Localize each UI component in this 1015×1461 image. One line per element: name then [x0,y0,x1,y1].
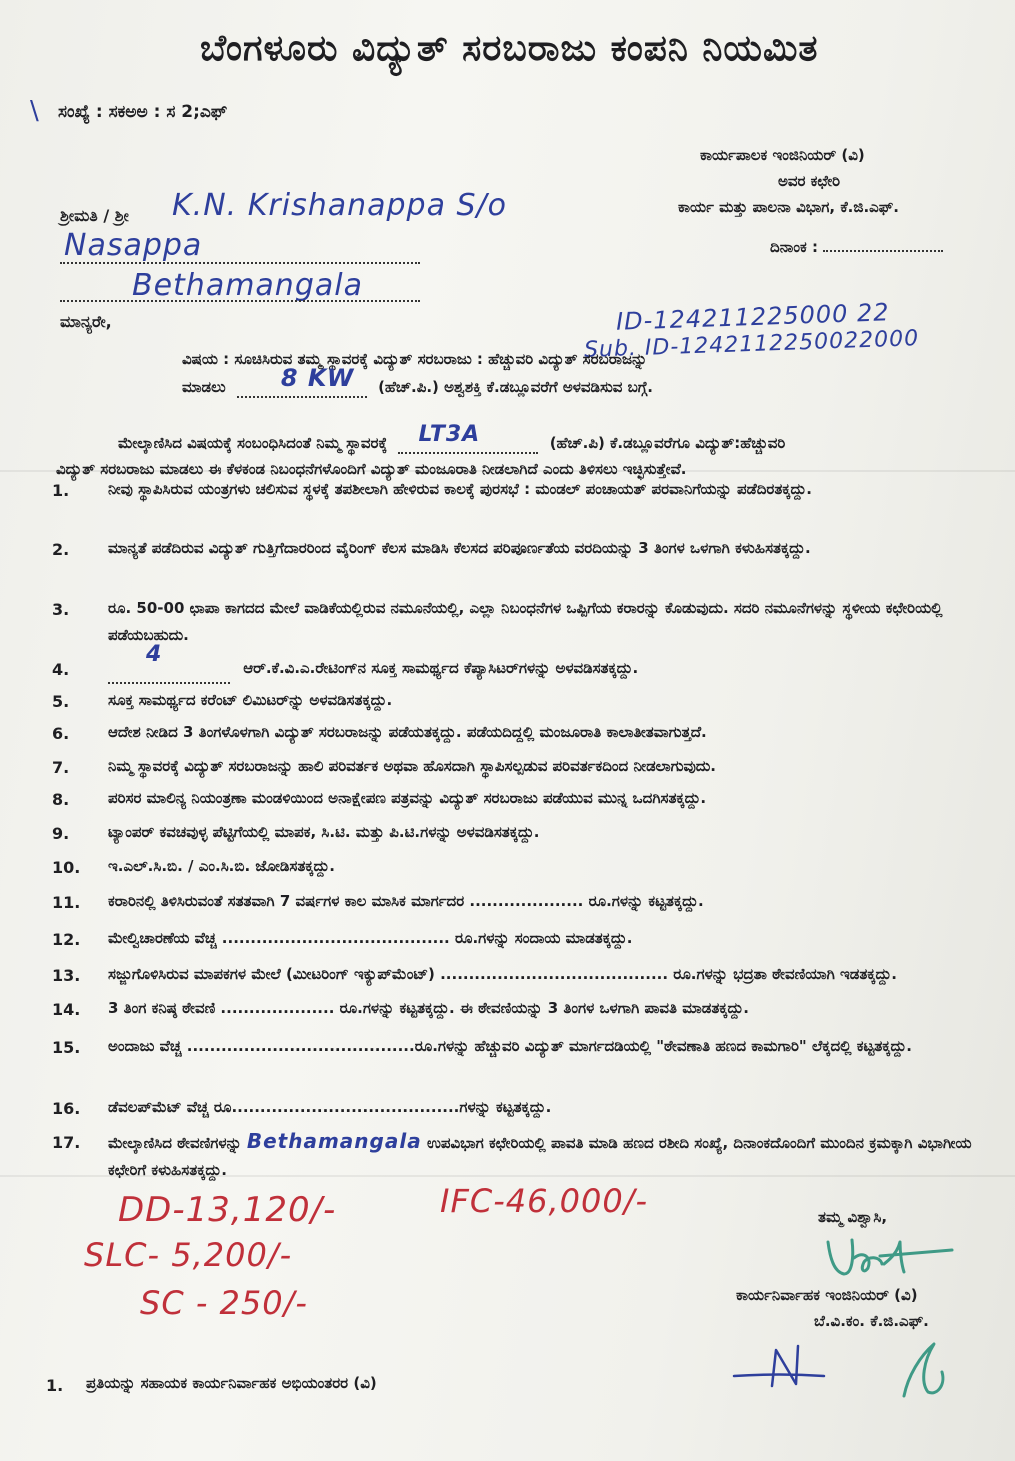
addressee-name: K.N. Krishanappa S/o [172,188,507,223]
charge-slc: SLC- 5,200/- [84,1236,293,1274]
copy-text: ಪ್ರತಿಯನ್ನು ಸಹಾಯಕ ಕಾರ್ಯನಿರ್ವಾಹಕ ಅಭಿಯಂತರರ (ವಿ) [86,1374,377,1392]
intro-line-2: ವಿದ್ಯುತ್ ಸರಬರಾಜು ಮಾಡಲು ಈ ಕೆಳಕಂಡ ನಿಬಂಧನೆಗಳೊಂದಿಗೆ ವಿದ್ಯುತ್ ಮಂಜೂರಾತಿ ನೀಡಲಾಗಿದೆ ಎಂದು ತಿಳಿಸಲು ಇಚ್ಛಿಸುತ್ತೇವೆ. [56,460,687,478]
subject-prefix: ಮಾಡಲು [182,378,226,396]
address-line-2 [60,300,420,302]
charge-ifc: IFC-46,000/- [440,1182,649,1220]
date-label: ದಿನಾಂಕ : [770,238,818,256]
condition-number: 1. [52,481,70,500]
intro-line-1 [118,422,786,454]
condition-text: ಮೇಲ್ವಿಚಾರಣೆಯ ವೆಚ್ಚ ........................................ ರೂ.ಗಳನ್ನು ಸಂದಾಯ ಮಾಡತಕ್ಕದ್ದು. [108,929,633,947]
tick-mark: \ [30,96,39,126]
copy-number: 1. [46,1376,64,1395]
address-line-1 [60,262,420,264]
addressee-parent: Nasappa [64,228,203,263]
subject-line-1: ವಿಷಯ : ಸೂಚಿಸಿರುವ ತಮ್ಮ ಸ್ಥಾವರಕ್ಕೆ ವಿದ್ಯುತ್ ಸರಬರಾಜು : ಹೆಚ್ಚುವರಿ ವಿದ್ಯುತ್ ಸರಬರಾಜನ್ನು [182,350,648,368]
intro-part-2: (ಹೆಚ್.ಪಿ) ಕೆ.ಡಬ್ಲೂವರೆಗೂ ವಿದ್ಯುತ್:ಹೆಚ್ಚುವರಿ [549,434,786,452]
condition-number: 11. [52,893,81,912]
signature-initials [724,1336,964,1406]
condition-number: 9. [52,824,70,843]
condition-text-body: ಉಪವಿಭಾಗ ಕಛೇರಿಯಲ್ಲಿ ಪಾವತಿ ಮಾಡಿ ಹಣದ ರಶೀದಿ ಸಂಖ್ಯೆ, ದಿನಾಂಕದೊಂದಿಗೆ ಮುಂದಿನ ಕ್ರಮಕ್ಕಾಗಿ ವಿಭಾಗೀಯ ಕಛೇರಿಗೆ ಕಳುಹಿಸತಕ್ಕದ್ದು. [108,1134,972,1179]
condition-text-body: ಆರ್.ಕೆ.ವಿ.ಎ.ರೇಟಿಂಗ್‌ನ ಸೂಕ್ತ ಸಾಮರ್ಥ್ಯದ ಕೆಪ್ಯಾಸಿಟರ್‌ಗಳನ್ನು ಅಳವಡಿಸತಕ್ಕದ್ದು. [243,659,639,677]
yours-faithfully: ತಮ್ಮ ವಿಶ್ವಾಸಿ, [818,1208,888,1226]
date-field [770,238,943,256]
office-line-2: ಅವರ ಕಛೇರಿ [778,172,841,190]
tariff-value: LT3A [418,422,481,447]
condition-number: 15. [52,1038,81,1057]
condition-text: ಅಂದಾಜು ವೆಚ್ಚ ........................................ರೂ.ಗಳನ್ನು ಹೆಚ್ಚುವರಿ ವಿದ್ಯುತ್ ಮಾರ್ಗದಡಿಯಲ್ಲಿ "ಠೇವಣಾತಿ ಹಣದ ಕಾಮಗಾರಿ" ಲೆಕ್ಕದಲ್ಲಿ ಕಟ್ಟತಕ್ಕದ್ದು. [108,1037,912,1055]
condition-text-prefix: ಮೇಲ್ಕಾಣಿಸಿದ ಠೇವಣಿಗಳನ್ನು [108,1134,242,1152]
condition-text: ಪರಿಸರ ಮಾಲಿನ್ಯ ನಿಯಂತ್ರಣಾ ಮಂಡಳಿಯಿಂದ ಅನಾಕ್ಷೇಪಣ ಪತ್ರವನ್ನು ವಿದ್ಯುತ್ ಸರಬರಾಜು ಪಡೆಯುವ ಮುನ್ನ ಒದಗಿಸತಕ್ಕದ್ದು. [108,789,707,807]
condition-text [108,642,998,684]
condition-text [108,1128,998,1184]
condition-text: 3 ತಿಂಗ ಕನಿಷ್ಠ ಠೇವಣಿ .................... ರೂ.ಗಳನ್ನು ಕಟ್ಟತಕ್ಕದ್ದು. ಈ ಠೇವಣಿಯನ್ನು 3 ತಿಂಗಳ ಒಳಗಾಗಿ ಪಾವತಿ ಮಾಡತಕ್ಕದ್ದು. [108,999,749,1017]
capacitor-field [108,642,230,684]
condition-text: ಕರಾರಿನಲ್ಲಿ ತಿಳಿಸಿರುವಂತೆ ಸತತವಾಗಿ 7 ವರ್ಷಗಳ ಕಾಲ ಮಾಸಿಕ ಮಾರ್ಗದರ .................... ರೂ.ಗಳನ್ನು ಕಟ್ಟತಕ್ಕದ್ದು. [108,892,704,910]
condition-text: ನಿಮ್ಮ ಸ್ಥಾವರಕ್ಕೆ ವಿದ್ಯುತ್ ಸರಬರಾಜನ್ನು ಹಾಲಿ ಪರಿವರ್ತಕ ಅಥವಾ ಹೊಸದಾಗಿ ಸ್ಥಾಪಿಸಲ್ಪಡುವ ಪರಿವರ್ತಕದಿಂದ ನೀಡಲಾಗುವುದು. [108,757,716,775]
condition-text: ನೀವು ಸ್ಥಾಪಿಸಿರುವ ಯಂತ್ರಗಳು ಚಲಿಸುವ ಸ್ಥಳಕ್ಕೆ ತಪಶೀಲಾಗಿ ಹೇಳಿರುವ ಕಾಲಕ್ಕೆ ಪುರಸಭೆ : ಮಂಡಲ್ ಪಂಚಾಯತ್ ಪರವಾನಿಗೆಯನ್ನು ಪಡೆದಿರತಕ್ಕದ್ದು. [108,480,813,498]
consumer-id: ID-124211225000 22 [615,298,891,336]
signature-main [820,1228,960,1288]
charge-sc: SC - 250/- [140,1284,308,1322]
condition-number: 13. [52,966,81,985]
condition-text: ಸಜ್ಜುಗೊಳಿಸಿರುವ ಮಾಪಕಗಳ ಮೇಲೆ (ಮೀಟರಿಂಗ್ ಇಕ್ಯುಪ್‌ಮೆಂಟ್) ........................................ ರೂ.ಗಳನ್ನು ಭದ್ರತಾ ಠೇವಣಿಯಾಗಿ ಇಡತಕ್ಕದ್ದು. [108,965,897,983]
condition-number: 10. [52,858,81,877]
reference-number: ಸಂಖ್ಯೆ : ಸಕಅಅ : ಸ 2;ಎಫ್ [58,102,228,122]
addressee-place: Bethamangala [132,268,363,303]
condition-number: 7. [52,758,70,777]
condition-text: ಆದೇಶ ನೀಡಿದ 3 ತಿಂಗಳೊಳಗಾಗಿ ವಿದ್ಯುತ್ ಸರಬರಾಜನ್ನು ಪಡೆಯತಕ್ಕದ್ದು. ಪಡೆಯದಿದ್ದಲ್ಲಿ ಮಂಜೂರಾತಿ ಕಾಲಾತೀತವಾಗುತ್ತದೆ. [108,723,707,741]
sub-id: Sub. ID-1242112250022000 [583,326,920,363]
date-blank [823,250,943,252]
condition-number: 2. [52,540,70,559]
condition-text: ರೂ. 50-00 ಛಾಪಾ ಕಾಗದದ ಮೇಲೆ ವಾಡಿಕೆಯಲ್ಲಿರುವ ನಮೂನೆಯಲ್ಲಿ, ಎಲ್ಲಾ ನಿಬಂಧನೆಗಳ ಒಪ್ಪಿಗೆಯ ಕರಾರನ್ನು ಕೊಡುವುದು. ಸದರಿ ನಮೂನೆಗಳನ್ನು ಸ್ಥಳೀಯ ಕಛೇರಿಯಲ್ಲಿ ಪಡೆಯಬಹುದು. [108,599,943,644]
condition-text: ಸೂಕ್ತ ಸಾಮರ್ಥ್ಯದ ಕರೆಂಟ್ ಲಿಮಿಟರ್‌ನ್ನು ಅಳವಡಿಸತಕ್ಕದ್ದು. [108,691,393,709]
company-title: ಬೆಂಗಳೂರು ವಿದ್ಯುತ್ ಸರಬರಾಜು ಕಂಪನಿ ನಿಯಮಿತ [200,28,819,69]
condition-number: 16. [52,1099,81,1118]
condition-number: 5. [52,692,70,711]
load-field [237,364,367,398]
subdivision-value: Bethamangala [246,1129,422,1153]
salutation-prefix: ಶ್ರೀಮತಿ / ಶ್ರೀ [60,206,129,225]
load-value: 8 KW [280,364,355,392]
subject-suffix: (ಹೆಚ್.ಪಿ.) ಅಶ್ವಶಕ್ತಿ ಕೆ.ಡಬ್ಲೂವರೆಗೆ ಅಳವಡಿಸುವ ಬಗ್ಗೆ. [378,378,653,396]
capacitor-value: 4 [146,642,163,667]
office-line-3: ಕಾರ್ಯ ಮತ್ತು ಪಾಲನಾ ವಿಭಾಗ, ಕೆ.ಜಿ.ಎಫ್. [678,198,899,216]
condition-number: 12. [52,930,81,949]
condition-number: 17. [52,1133,81,1152]
condition-number: 6. [52,724,70,743]
condition-number: 8. [52,790,70,809]
condition-text: ಟ್ಯಾಂಪರ್ ಕವಚವುಳ್ಳ ಪೆಟ್ಟಿಗೆಯಲ್ಲಿ ಮಾಪಕ, ಸಿ.ಟಿ. ಮತ್ತು ಪಿ.ಟಿ.ಗಳನ್ನು ಅಳವಡಿಸತಕ್ಕದ್ದು. [108,823,540,841]
condition-text: ಇ.ಎಲ್.ಸಿ.ಬಿ. / ಎಂ.ಸಿ.ಬಿ. ಜೋಡಿಸತಕ್ಕದ್ದು. [108,857,335,875]
condition-number: 14. [52,1000,81,1019]
condition-number: 3. [52,600,70,619]
tariff-field [398,422,538,454]
charge-dd: DD-13,120/- [118,1190,337,1230]
condition-text: ಡೆವಲಪ್‌ಮೆಟ್ ವೆಚ್ಚ ರೂ........................................ಗಳನ್ನು ಕಟ್ಟತಕ್ಕದ್ದು. [108,1098,552,1116]
office-line-1: ಕಾರ್ಯಪಾಲಕ ಇಂಜಿನಿಯರ್ (ವಿ) [700,146,865,164]
subject-line-2 [182,364,653,398]
designation-line-1: ಕಾರ್ಯನಿರ್ವಾಹಕ ಇಂಜಿನಿಯರ್ (ವಿ) [736,1286,918,1304]
intro-part-1: ಮೇಲ್ಕಾಣಿಸಿದ ವಿಷಯಕ್ಕೆ ಸಂಬಂಧಿಸಿದಂತೆ ನಿಮ್ಮ ಸ್ಥಾವರಕ್ಕೆ [118,434,388,452]
designation-line-2: ಬೆ.ವಿ.ಕಂ. ಕೆ.ಜಿ.ಎಫ್. [814,1312,929,1330]
condition-number: 4. [52,660,70,679]
condition-text: ಮಾನ್ಯತೆ ಪಡೆದಿರುವ ವಿದ್ಯುತ್ ಗುತ್ತಿಗೆದಾರರಿಂದ ವೈರಿಂಗ್ ಕೆಲಸ ಮಾಡಿಸಿ ಕೆಲಸದ ಪರಿಪೂರ್ಣತೆಯ ವರದಿಯನ್ನು 3 ತಿಂಗಳ ಒಳಗಾಗಿ ಕಳುಹಿಸತಕ್ಕದ್ದು. [108,539,811,557]
greeting: ಮಾನ್ಯರೇ, [60,312,112,331]
